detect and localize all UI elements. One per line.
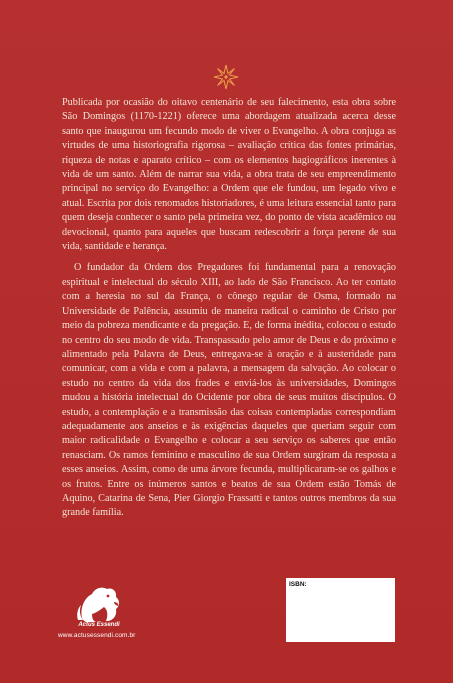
isbn-label: ISBN: — [289, 581, 307, 588]
publisher-website[interactable]: www.actusessendi.com.br — [58, 632, 136, 639]
blurb-paragraph-2: O fundador da Ordem dos Pregadores foi fundamental para a renovação espiritual e intelectual do século XIII, ao lado de São Francisco. Ao ter contato com a heresia no sul da França, o cônego regular de Osma, formado na Universidade de Palência, assumiu de maneira radical o caminho de Cristo por meio da pobreza mendicante e da pregação. E, de forma inédita, colocou o estudo no centro do seu modo de vida. Transpassado pelo amor de Deus e do próximo e alimentado pela Palavra de Deus, entregava-se à oração e à austeridade para comunicar, com a vida e com a palavra, a mensagem da salvação. Ao colocar o estudo no centro da vida dos frades e enviá-los às universidades, Domingos mudou a história intelectual do Ocidente por obra de seus muitos discípulos. O estudo, a contemplação e a transmissão das coisas contempladas correspondiam adequadamente aos anseios e às exigências daqueles que queriam seguir com maior radicalidade o Evangelho e colocar a seu serviço os saberes que então renasciam. Os ramos feminino e masculino de sua Ordem surgiram da resposta a esses anseios. Assim, como de uma árvore fecunda, multiplicaram-se os galhos e os frutos. Entre os inúmeros santos e beatos de sua Ordem estão Tomás de Aquino, Catarina de Sena, Pier Giorgio Frassatti e tantos outros membros da sua grande família. — [62, 262, 396, 519]
back-cover-blurb — [62, 96, 396, 521]
isbn-barcode-box — [286, 578, 395, 642]
eight-point-star-icon — [213, 64, 239, 90]
publisher-name: Actus Essendi — [78, 622, 120, 628]
blurb-paragraph-1: Publicada por ocasião do oitavo centenário de seu falecimento, esta obra sobre São Domingos (1170-1221) oferece uma abordagem atualizada acerca desse santo que inaugurou um fecundo modo de viver o Evangelho. A obra conjuga as virtudes de uma historiografia rigorosa – avaliação crítica das fontes primárias, riqueza de notas e aparato crítico – com os elementos hagiográficos inerentes à vida de um santo. Além de narrar sua vida, a obra trata de seu empreendimento principal no serviço do Evangelho: a Ordem que ele fundou, um legado vivo e atual. Escrita por dois renomados historiadores, é uma leitura essencial tanto para quem deseja conhecer o santo pela primeira vez, do ponto de vista acadêmico ou devocional, quanto para aqueles que buscam redescobrir a força perene de sua vida, santidade e herança. — [62, 97, 396, 253]
